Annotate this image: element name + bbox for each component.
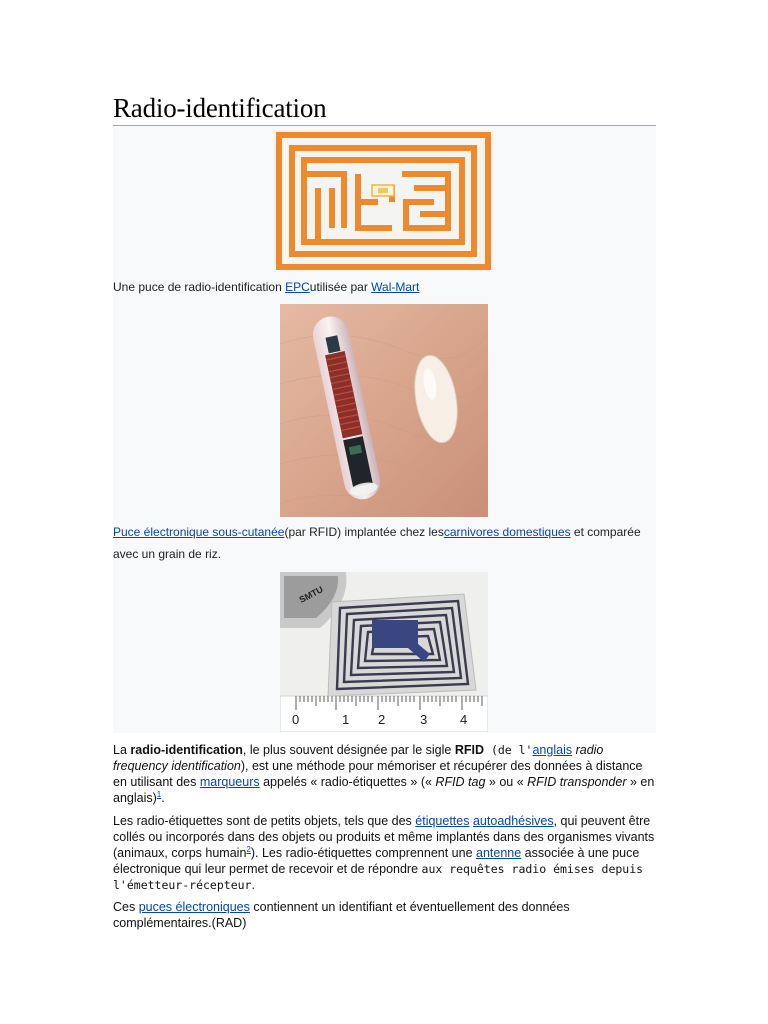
subcutaneous-chip-link[interactable]: Puce électronique sous-cutanée: [113, 525, 285, 539]
page-title: Radio-identification: [113, 93, 327, 123]
ruler-label-0: 0: [292, 712, 300, 727]
ruler-label-2: 2: [378, 712, 386, 727]
tag-brand-text: SMTU: [297, 584, 325, 605]
ruler-label-3: 3: [420, 712, 428, 727]
term-radio-identification: radio-identification: [130, 743, 243, 757]
article-paragraph-1: La radio-identification, le plus souvent désignée par le sigle RFID (de l'anglais radio frequency identification), est une méthode pour mémoriser et récupérer des données à distance en utilisant des marqueurs appelés « radio-étiquettes » (« RFID tag » ou « RFID transponder » en anglais)$^1$.: [113, 743, 655, 805]
epc-chip-core: [378, 188, 388, 193]
figure-caption-implant: Puce électronique sous-cutanée(par RFID) implantée chez lescarnivores domestiques et comparée avec un grain de riz.: [113, 525, 641, 561]
rfid-antenna-image[interactable]: [274, 130, 493, 272]
rfid-tag-ruler-image[interactable]: [280, 572, 488, 732]
term-rfid: RFID: [454, 743, 485, 757]
wal-mart-link[interactable]: Wal-Mart: [371, 280, 420, 294]
autoadhesives-link[interactable]: autoadhésives: [472, 814, 554, 828]
reference-1-link[interactable]: 1: [156, 789, 162, 799]
subcutaneous-chip-image[interactable]: [280, 304, 488, 517]
rfid-tag-photo-drawing: [280, 572, 488, 732]
ruler-label-4: 4: [460, 712, 468, 727]
article-paragraph-3: Ces puces électroniques contiennent un identifiant et éventuellement des données complémentaires.(RAD): [113, 900, 570, 930]
implant-photo-drawing: [280, 304, 488, 517]
article-paragraph-2: Les radio-étiquettes sont de petits objets, tels que des étiquettes autoadhésives, qui peuvent être collés ou incorporés dans des objets ou produits et même implantés dans des organismes vivants (animaux, corps humain$^2$). Les radio-étiquettes comprennent une antenne associée à une puce électronique qui leur permet de recevoir et de répondre aux requêtes radio émises depuis l'émetteur-récepteur.: [113, 814, 655, 892]
reference-2-link[interactable]: 2: [246, 844, 251, 854]
antenne-link[interactable]: antenne: [476, 846, 522, 860]
rfid-antenna-drawing: [274, 130, 493, 272]
anglais-link[interactable]: anglais: [532, 743, 573, 757]
epc-link[interactable]: EPC: [285, 280, 310, 294]
antenna-traces: [279, 135, 488, 267]
puces-electroniques-link[interactable]: puces électroniques: [138, 900, 250, 914]
ruler-label-1: 1: [342, 712, 350, 727]
figure-caption-epc: Une puce de radio-identification EPCutilisée par Wal-Mart: [113, 280, 420, 294]
etiquettes-link[interactable]: étiquettes: [415, 814, 470, 828]
domestic-carnivores-link[interactable]: carnivores domestiques: [443, 525, 571, 539]
marqueurs-link[interactable]: marqueurs: [199, 775, 260, 789]
